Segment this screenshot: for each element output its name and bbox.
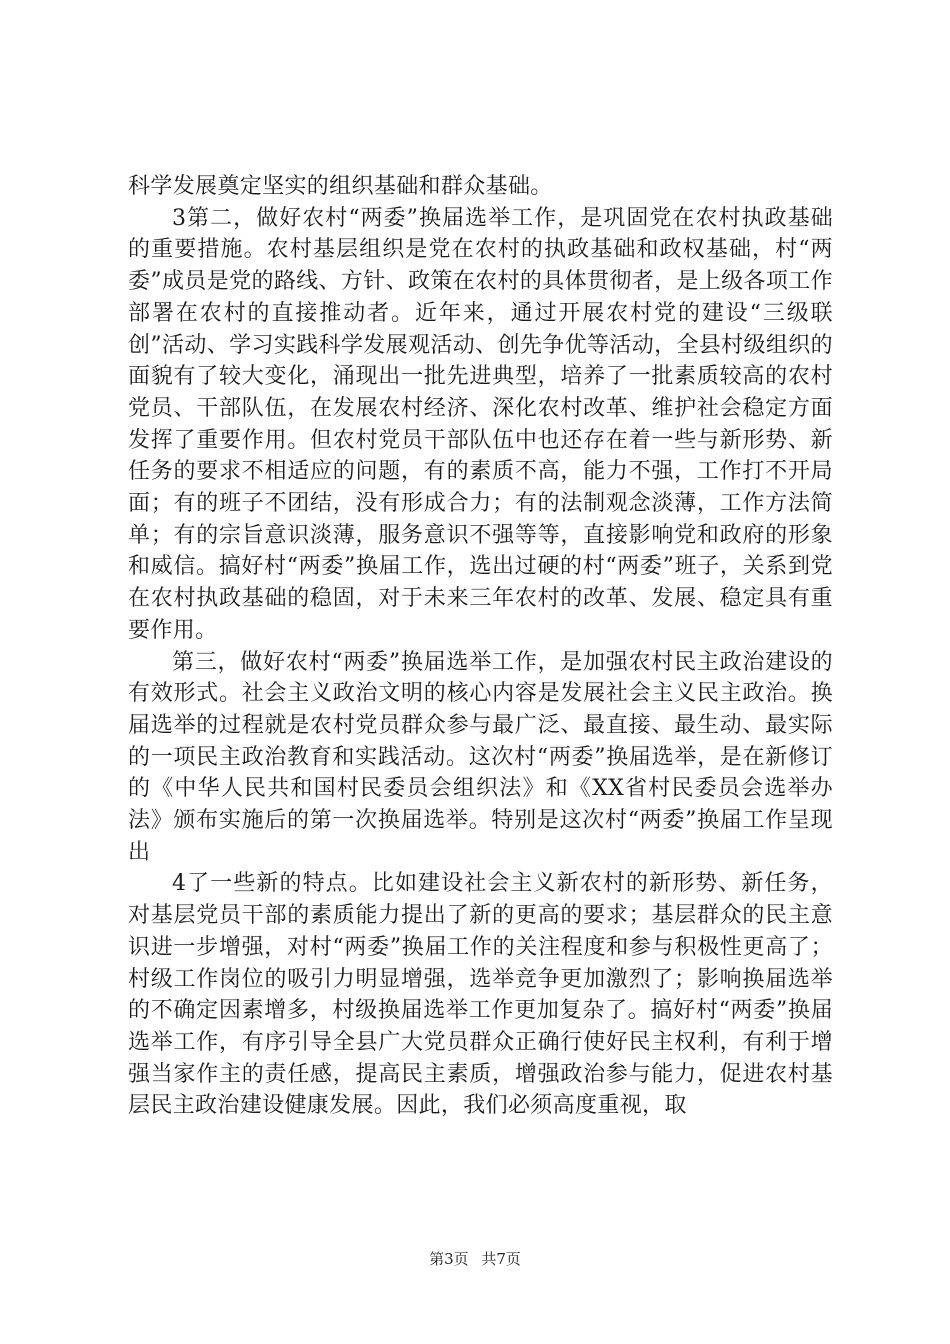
paragraph-3: 第三，做好农村“两委”换届选举工作，是加强农村民主政治建设的有效形式。社会主义政治文明的核心内容是发展社会主义民主政治。换届选举的过程就是农村党员群众参与最广泛、最直接、最生动、最实际的一项民主政治教育和实践活动。这次村“两委”换届选举，是在新修订的《中华人民共和国村民委员会组织法》和《XX省村民委员会选举办法》颁布实施后的第一次换届选举。特别是这次村“两委”换届工作呈现出	[128, 649, 833, 865]
paragraph-2: 3第二，做好农村“两委”换届选举工作，是巩固党在农村执政基础的重要措施。农村基层组织是党在农村的执政基础和政权基础，村“两委”成员是党的路线、方针、政策在农村的具体贯彻者，是上级各项工作部署在农村的直接推动者。近年来，通过开展农村党的建设“三级联创”活动、学习实践科学发展观活动、创先争优等活动，全县村级组织的面貌有了较大变化，涌现出一批先进典型，培养了一批素质较高的农村党员、干部队伍，在发展农村经济、深化农村改革、维护社会稳定方面发挥了重要作用。但农村党员干部队伍中也还存在着一些与新形势、新任务的要求不相适应的问题，有的素质不高，能力不强，工作打不开局面；有的班子不团结，没有形成合力；有的法制观念淡薄，工作方法简单；有的宗旨意识淡薄，服务意识不强等等，直接影响党和政府的形象和威信。搞好村“两委”换届工作，选出过硬的村“两委”班子，关系到党在农村执政基础的稳固，对于未来三年农村的改革、发展、稳定具有重要作用。	[128, 205, 833, 643]
paragraph-4: 4了一些新的特点。比如建设社会主义新农村的新形势、新任务，对基层党员干部的素质能力提出了新的更高的要求；基层群众的民主意识进一步增强，对村“两委”换届工作的关注程度和参与积极性更高了；村级工作岗位的吸引力明显增强，选举竞争更加激烈了；影响换届选举的不确定因素增多，村级换届选举工作更加复杂了。搞好村“两委”换届选举工作，有序引导全县广大党员群众正确行使好民主权利，有利于增强当家作主的责任感，提高民主素质，增强政治参与能力，促进农村基层民主政治建设健康发展。因此，我们必须高度重视，取	[128, 871, 833, 1119]
document-body	[128, 171, 833, 1122]
page-total: 共7页	[481, 1250, 521, 1268]
page-number: 第3页	[429, 1250, 469, 1268]
page-footer	[0, 1248, 950, 1269]
paragraph-1: 科学发展奠定坚实的组织基础和群众基础。	[128, 174, 553, 199]
